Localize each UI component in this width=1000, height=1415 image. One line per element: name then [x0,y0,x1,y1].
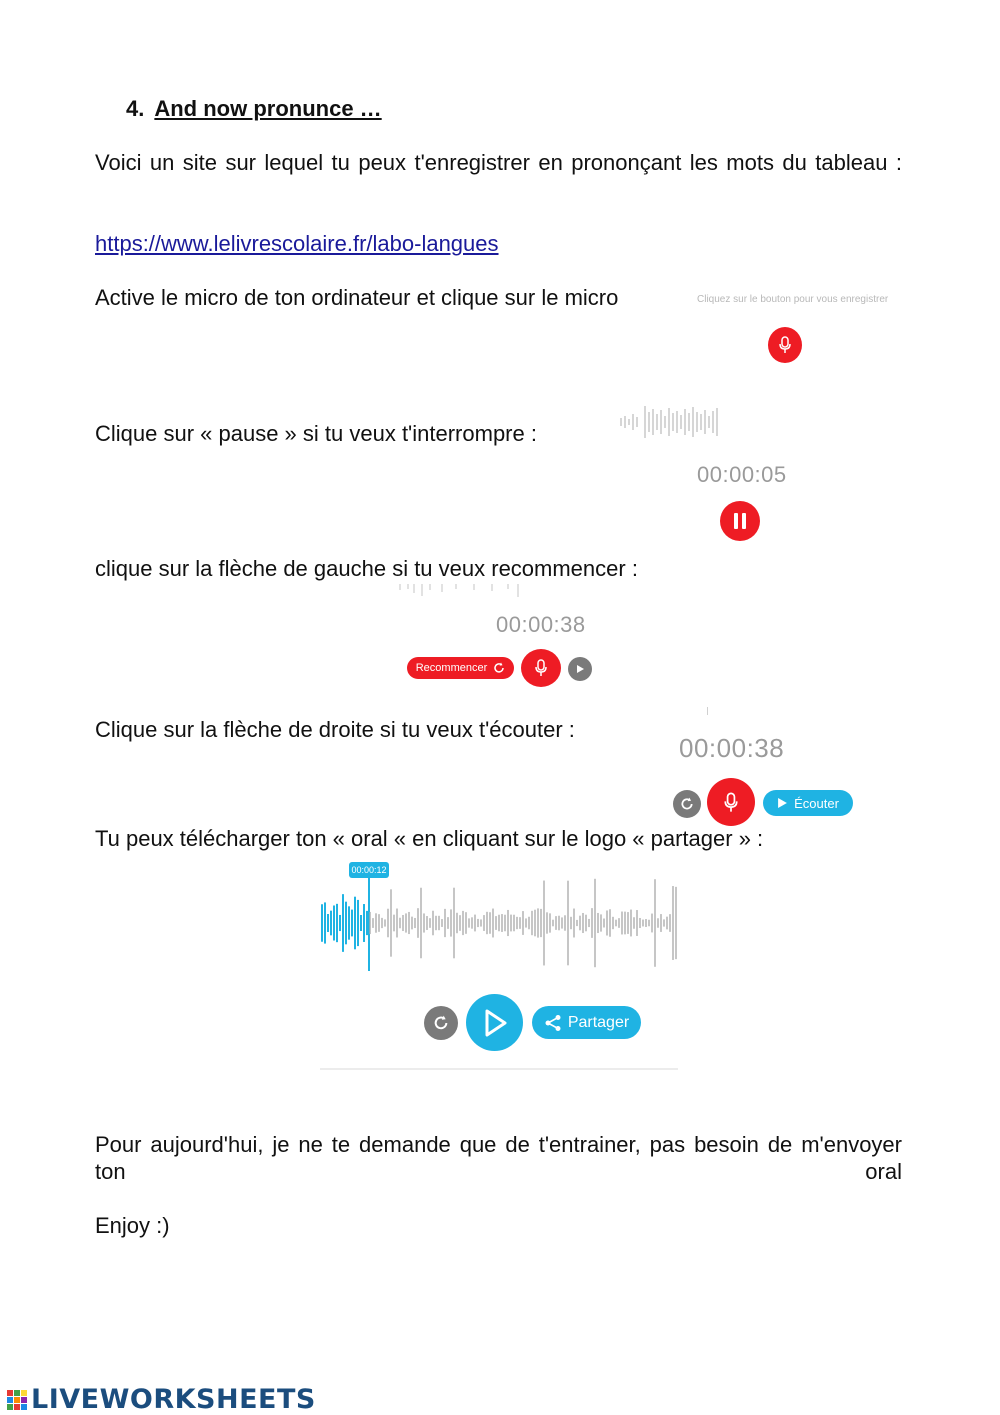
step1-text: Active le micro de ton ordinateur et clique sur le micro [95,285,619,310]
listen-mic-button[interactable] [707,778,755,826]
big-play-button[interactable] [466,994,523,1051]
step3-text: clique sur la flèche de gauche si tu veux recommencer : [95,556,638,581]
step5-text: Tu peux télécharger ton « oral « en cliquant sur le logo « partager » : [95,826,764,851]
pause-timer: 00:00:05 [697,462,787,487]
microphone-icon [723,792,739,813]
playhead-time-badge: 00:00:12 [349,862,389,878]
heading-title: And now pronunce … [154,96,382,121]
play-icon [482,1008,508,1038]
heading-number: 4. [126,96,145,121]
widget-divider [320,1068,678,1070]
listen-timer: 00:00:38 [679,733,785,763]
restart-mic-button[interactable] [521,649,561,687]
play-small-button[interactable] [568,657,592,681]
refresh-icon [493,662,505,674]
play-icon [777,797,788,809]
share-button-label: Partager [567,1013,630,1031]
step2-text: Clique sur « pause » si tu veux t'interrompre : [95,421,537,446]
record-hint: Cliquez sur le bouton pour vous enregistrer [697,294,889,305]
refresh-icon [433,1015,449,1031]
liveworksheets-logo[interactable] [6,1384,316,1415]
share-button[interactable] [532,1006,641,1039]
labo-langues-link[interactable]: https://www.lelivrescolaire.fr/labo-langues [95,231,499,256]
pause-icon [733,512,747,530]
waveform-fragment [396,584,522,598]
waveform-large [320,874,680,972]
intro-paragraph: Voici un site sur lequel tu peux t'enregistrer en prononçant les mots du tableau : [95,150,902,175]
logo-blocks-icon [6,1389,28,1411]
logo-text: LIVEWORKSHEETS [31,1384,316,1415]
restart-button[interactable] [407,657,514,679]
restart-timer: 00:00:38 [496,612,586,637]
record-mic-button[interactable] [768,327,802,363]
share-icon [544,1014,562,1032]
restart-button-label: Recommencer [415,662,488,674]
refresh-icon [680,797,694,811]
share-restart-button[interactable] [424,1006,458,1040]
waveform-tick [707,707,708,715]
section-heading [126,96,382,122]
pause-button[interactable] [720,501,760,541]
play-icon [575,664,585,674]
waveform-small [618,404,722,440]
microphone-icon [534,659,548,677]
closing-text: Enjoy :) [95,1213,170,1238]
microphone-icon [778,336,792,354]
restart-grey-button[interactable] [673,790,701,818]
listen-button-label: Écouter [794,795,839,811]
listen-button[interactable] [763,790,853,816]
outro-paragraph: Pour aujourd'hui, je ne te demande que de t'entrainer, pas besoin de m'envoyer ton oral [95,1132,902,1184]
step4-text: Clique sur la flèche de droite si tu veux t'écouter : [95,717,575,742]
